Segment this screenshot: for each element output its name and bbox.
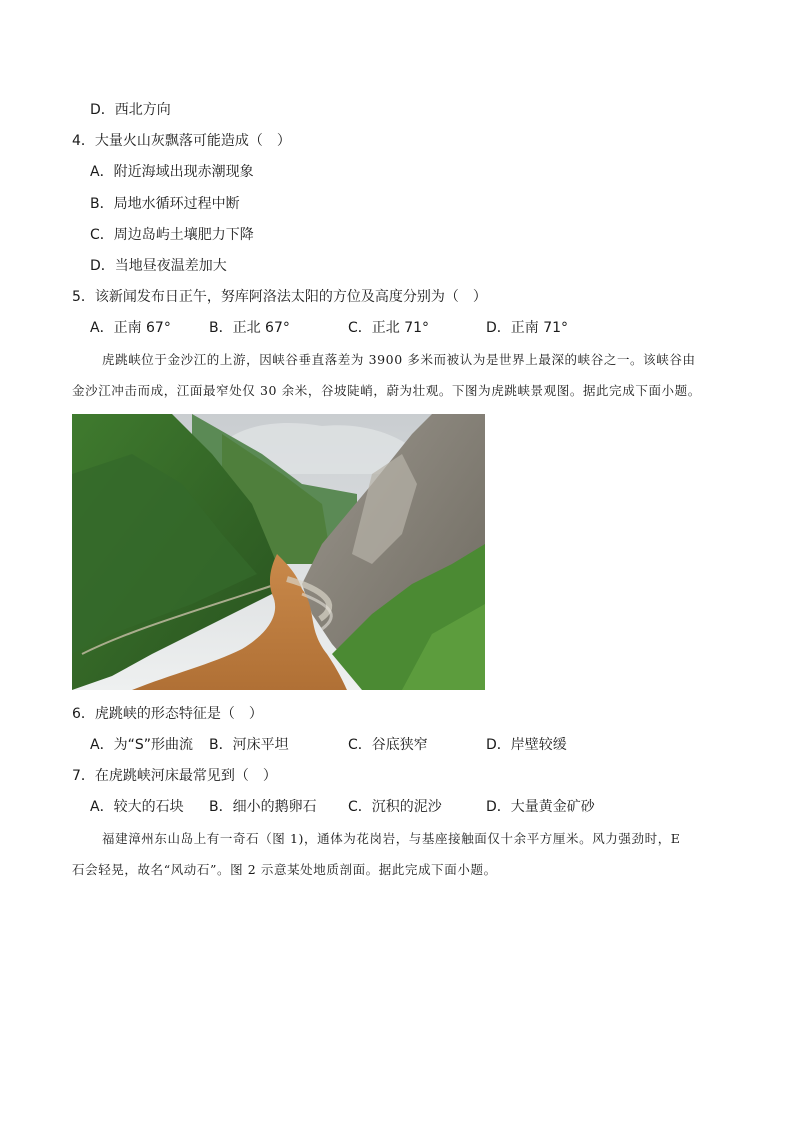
q5-option-a: A．正南 67° (90, 320, 171, 336)
q5-option-d: D．正南 71° (486, 320, 569, 336)
q6-option-a: A．为“S”形曲流 (90, 737, 193, 753)
passage2-line2: 石会轻晃，故名“风动石”。图 2 示意某处地质剖面。据此完成下面小题。 (72, 862, 497, 877)
q7-stem: 7．在虎跳峡河床最常见到（ ） (72, 768, 277, 784)
q3-option-d: D．西北方向 (90, 102, 171, 118)
passage2-line1: 福建漳州东山岛上有一奇石（图 1)，通体为花岗岩，与基座接触面仅十余平方厘米。风力强劲时，E (102, 831, 681, 846)
q4-option-b: B．局地水循环过程中断 (90, 196, 240, 212)
tiger-leaping-gorge-photo (72, 414, 485, 690)
q6-option-d: D．岸壁较缓 (486, 737, 567, 753)
q5-option-c: C．正北 71° (348, 320, 430, 336)
q6-option-c: C．谷底狭窄 (348, 737, 428, 753)
q5-stem: 5．该新闻发布日正午，努库阿洛法太阳的方位及高度分别为（ ） (72, 289, 487, 305)
q6-option-b: B．河床平坦 (209, 737, 289, 753)
q7-option-c: C．沉积的泥沙 (348, 799, 442, 815)
q7-option-b: B．细小的鹅卵石 (209, 799, 317, 815)
q4-option-c: C．周边岛屿土壤肥力下降 (90, 227, 254, 243)
q4-option-a: A．附近海域出现赤潮现象 (90, 164, 254, 180)
q6-stem: 6．虎跳峡的形态特征是（ ） (72, 706, 263, 722)
passage1-line2: 金沙江冲击而成，江面最窄处仅 30 余米，谷坡陡峭，蔚为壮观。下图为虎跳峡景观图。据此完成下面小题。 (72, 383, 701, 398)
q7-option-a: A．较大的石块 (90, 799, 184, 815)
passage1-line1: 虎跳峡位于金沙江的上游，因峡谷垂直落差为 3900 多米而被认为是世界上最深的峡谷之一。该峡谷由 (102, 352, 696, 367)
q4-stem: 4．大量火山灰飘落可能造成（ ） (72, 133, 291, 149)
q7-option-d: D．大量黄金矿砂 (486, 799, 595, 815)
q5-option-b: B．正北 67° (209, 320, 290, 336)
gorge-landscape-illustration (72, 414, 485, 690)
q4-option-d: D．当地昼夜温差加大 (90, 258, 227, 274)
